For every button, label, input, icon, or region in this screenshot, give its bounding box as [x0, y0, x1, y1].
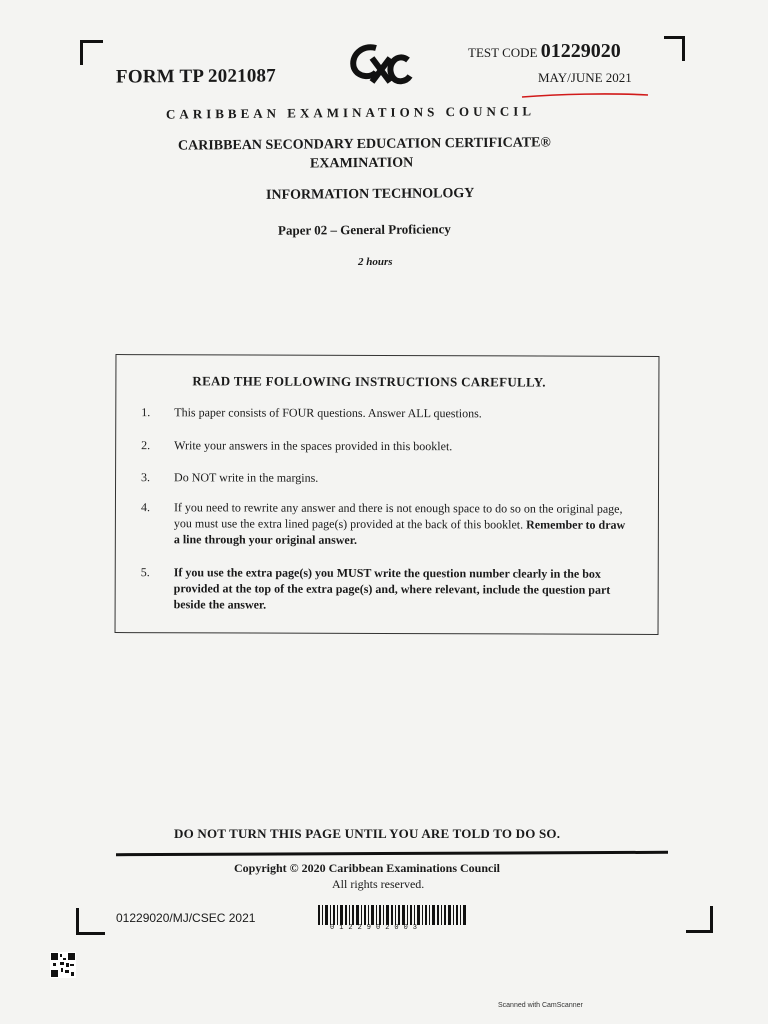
- instructions-heading: READ THE FOLLOWING INSTRUCTIONS CAREFULLY.: [192, 373, 546, 390]
- instruction-text: If you use the extra page(s) you MUST write the question number clearly in the box provided at the top of the extra page(s) and, where relevant, include the question part beside the answer.: [173, 565, 611, 612]
- instructions-box: [115, 354, 660, 635]
- instruction-number: 3.: [141, 470, 151, 485]
- paper-code: 01229020/MJ/CSEC 2021: [116, 911, 256, 925]
- exam-duration: 2 hours: [358, 256, 393, 268]
- qr-code-icon: [50, 952, 76, 978]
- paper-title: Paper 02 – General Proficiency: [277, 221, 451, 238]
- instruction-text: If you need to rewrite any answer and there is not enough space to do so on the original page, you must use the extra lined page(s) provided at the back of this booklet.: [173, 500, 623, 532]
- corner-mark-top-right: [664, 36, 685, 61]
- instruction-item: [136, 469, 636, 485]
- rights-notice: All rights reserved.: [332, 877, 425, 891]
- instruction-item: [136, 564, 636, 612]
- certificate-title-line2: EXAMINATION: [309, 155, 414, 172]
- instruction-emphasis: Remember to draw a line through your original answer.: [173, 517, 626, 547]
- test-code: [468, 40, 621, 63]
- certificate-title: CARIBBEAN SECONDARY EDUCATION CERTIFICATE®: [177, 135, 551, 154]
- form-number: FORM TP 2021087: [115, 65, 277, 88]
- test-code-label: TEST CODE: [468, 45, 538, 60]
- barcode-digits: 0122902003: [330, 924, 423, 932]
- scanner-watermark: Scanned with CamScanner: [498, 1002, 583, 1009]
- instruction-item: [136, 499, 636, 547]
- instruction-text: Do NOT write in the margins.: [174, 470, 319, 485]
- instruction-text-block: [174, 499, 634, 549]
- do-not-turn-warning: DO NOT TURN THIS PAGE UNTIL YOU ARE TOLD TO DO SO.: [174, 826, 561, 841]
- copyright-notice: Copyright © 2020 Caribbean Examinations Council: [234, 861, 500, 875]
- red-underline-mark: [520, 91, 650, 101]
- subject-title: INFORMATION TECHNOLOGY: [265, 186, 475, 203]
- instruction-item: [136, 404, 636, 421]
- test-code-value: 01229020: [540, 40, 621, 62]
- instruction-number: 1.: [141, 405, 151, 420]
- council-name: CARIBBEAN EXAMINATIONS COUNCIL: [165, 103, 536, 122]
- instruction-text: Write your answers in the spaces provided in this booklet.: [174, 438, 453, 454]
- corner-mark-bottom-left: [76, 908, 105, 935]
- instruction-number: 4.: [140, 500, 150, 515]
- exam-session: MAY/JUNE 2021: [538, 70, 632, 85]
- instruction-number: 2.: [141, 438, 151, 453]
- barcode-icon: [318, 905, 468, 925]
- cxc-logo-icon: [346, 42, 414, 88]
- corner-mark-bottom-right: [686, 906, 713, 933]
- instruction-item: [136, 437, 636, 454]
- divider: [116, 851, 668, 856]
- corner-mark-top-left: [80, 40, 103, 65]
- instruction-text: This paper consists of FOUR questions. Answer ALL questions.: [174, 405, 482, 421]
- instruction-number: 5.: [140, 565, 150, 580]
